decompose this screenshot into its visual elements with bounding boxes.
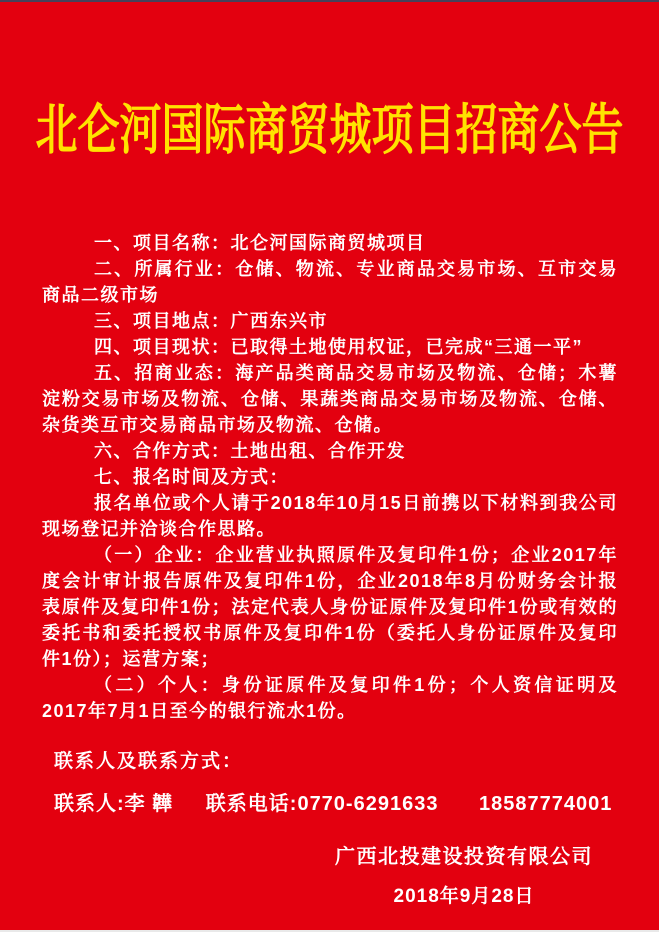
contact-phone: 联系电话:0770-6291633 <box>205 793 439 815</box>
contact-section <box>54 746 612 816</box>
issue-date: 2018年9月28日 <box>393 886 535 907</box>
body-paragraph: 三、项目地点：广西东兴市 <box>94 311 328 331</box>
body-paragraph: 七、报名时间及方式： <box>94 467 289 487</box>
contact-phone-alt: 18587774001 <box>479 793 613 815</box>
body-paragraph: （一）企业：企业营业执照原件及复印件1份；企业2017年度会计审计报告原件及复印件1份，企业2018年8月份财务会计报表原件及复印件1份；法定代表人身份证原件及复印件1份或有效的委托书和委托授权书原件及复印件1份（委托人身份证原件及复印件1份）；运营方案； <box>42 545 618 669</box>
contact-person: 联系人:李 韡 <box>54 793 174 815</box>
signature-section <box>335 840 593 908</box>
contact-line <box>54 787 612 816</box>
body-paragraph: （二）个人：身份证原件及复印件1份；个人资信证明及2017年7月1日至今的银行流水1份。 <box>42 675 618 721</box>
body-paragraph: 二、所属行业：仓储、物流、专业商品交易市场、互市交易商品二级市场 <box>42 259 618 305</box>
contact-heading: 联系人及联系方式： <box>54 751 244 772</box>
announcement-body <box>42 230 618 724</box>
company-name: 广西北投建设投资有限公司 <box>335 846 593 868</box>
poster-title: 北仑河国际商贸城项目招商公告 <box>35 101 624 162</box>
body-paragraph: 一、项目名称：北仑河国际商贸城项目 <box>94 233 426 253</box>
body-paragraph: 六、合作方式：土地出租、合作开发 <box>94 441 406 461</box>
body-paragraph: 五、招商业态：海产品类商品交易市场及物流、仓储；木薯淀粉交易市场及物流、仓储、果蔬类商品交易市场及物流、仓储、杂货类互市交易商品市场及物流、仓储。 <box>42 363 618 435</box>
body-paragraph: 报名单位或个人请于2018年10月15日前携以下材料到我公司现场登记并洽谈合作思路。 <box>42 493 618 539</box>
body-paragraph: 四、项目现状：已取得土地使用权证，已完成“三通一平” <box>94 337 583 357</box>
